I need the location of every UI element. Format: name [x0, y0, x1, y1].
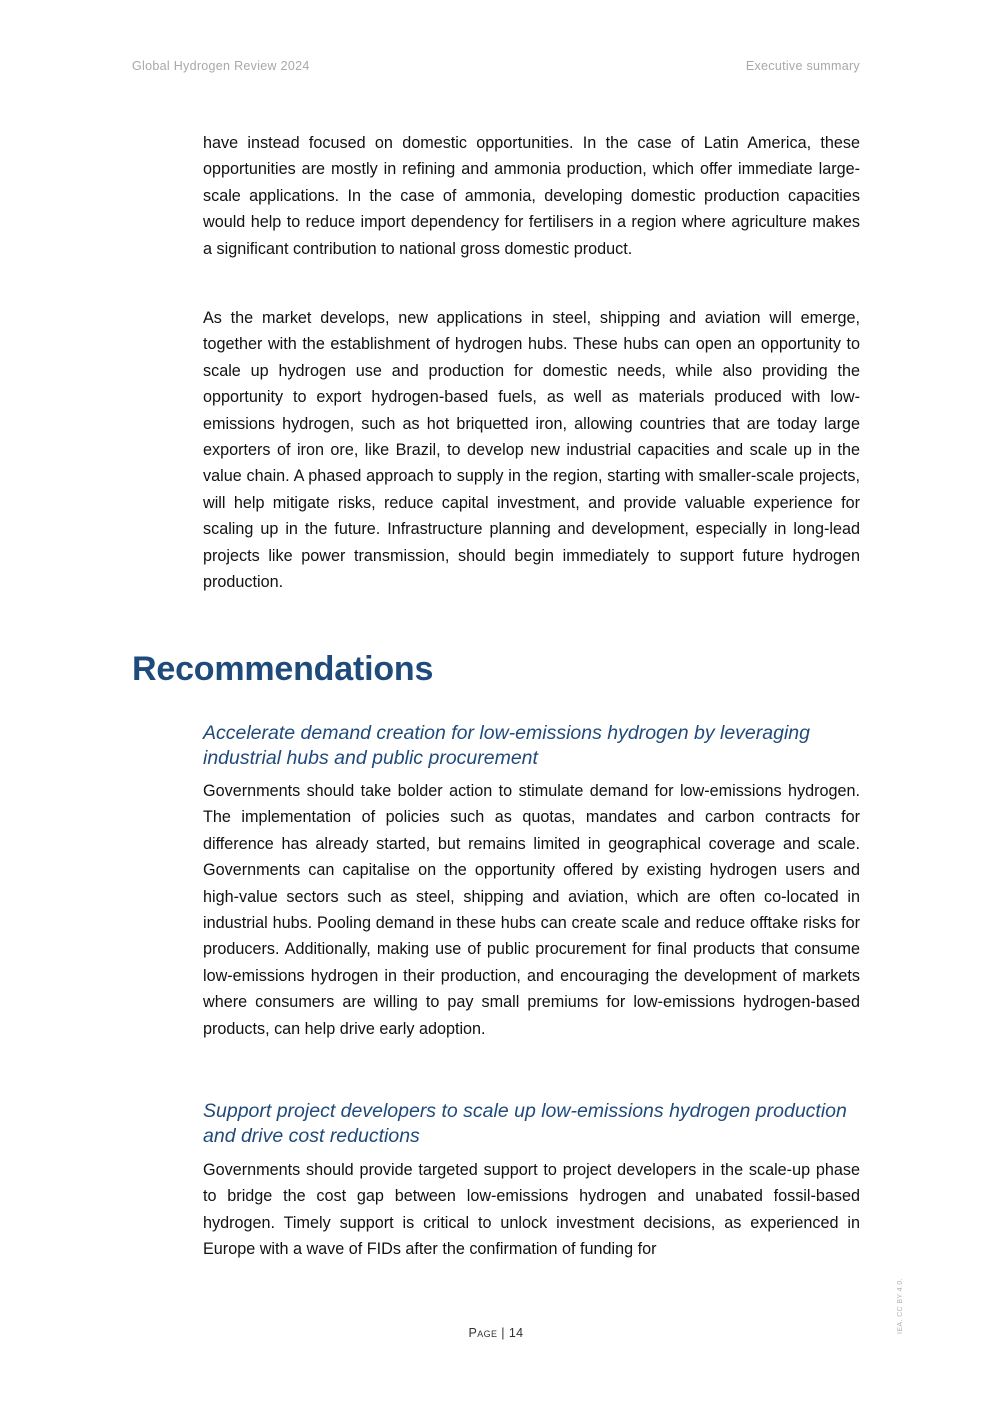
recommendation-text-demand: Governments should take bolder action to stimulate demand for low-emissions hydrogen. The implementation of policies such as quotas, mandates and carbon contracts for difference has already started, but remains limited in geographical coverage and scale. Governments can capitalise on the opportunity offered by existing hydrogen users and high-value sectors such as steel, shipping and aviation, which are often co-located in industrial hubs. Pooling demand in these hubs can create scale and reduce offtake risks for producers. Additionally, making use of public procurement for final products that consume low-emissions hydrogen in their production, and encouraging the development of markets where consumers are willing to pay small premiums for low-emissions hydrogen-based products, can help drive early adoption.	[203, 782, 860, 1038]
section-title: Recommendations	[132, 650, 434, 688]
body-paragraph-market-development: As the market develops, new applications in steel, shipping and aviation will emerge, together with the establishment of hydrogen hubs. These hubs can open an opportunity to scale up hydrogen use and production for domestic needs, while also providing the opportunity to export hydrogen-based fuels, as well as materials produced with low-emissions hydrogen, such as hot briquetted iron, allowing countries that are today large exporters of iron ore, like Brazil, to develop new industrial capacities and scale up in the value chain. A phased approach to supply in the region, starting with smaller-scale projects, will help mitigate risks, reduce capital investment, and provide valuable experience for scaling up in the future. Infrastructure planning and development, especially in long-lead projects like power transmission, should begin immediately to support future hydrogen production.	[203, 309, 860, 592]
license-note: IEA. CC BY 4.0.	[897, 1277, 904, 1334]
running-header-section: Executive summary	[745, 59, 860, 73]
body-paragraph-latin-america: have instead focused on domestic opportunities. In the case of Latin America, these opportunities are mostly in refining and ammonia production, which offer immediate large-scale applications. In the case of ammonia, developing domestic production capacities would help to reduce import dependency for fertilisers in a region where agriculture makes a significant contribution to national gross domestic product.	[203, 134, 860, 258]
page-number: 14	[508, 1326, 524, 1340]
recommendation-heading-developers: Support project developers to scale up low-emissions hydrogen production and drive cost reductions	[203, 1100, 847, 1147]
page-footer	[0, 1326, 992, 1340]
running-header-title: Global Hydrogen Review 2024	[132, 59, 310, 73]
recommendation-heading-demand: Accelerate demand creation for low-emissions hydrogen by leveraging industrial hubs and public procurement	[203, 722, 810, 769]
page-separator: |	[501, 1326, 505, 1340]
recommendation-text-developers: Governments should provide targeted support to project developers in the scale-up phase to bridge the cost gap between low-emissions hydrogen and unabated fossil-based hydrogen. Timely support is critical to unlock investment decisions, as experienced in Europe with a wave of FIDs after the confirmation of funding for	[203, 1161, 860, 1259]
page-label: Page	[468, 1326, 498, 1340]
